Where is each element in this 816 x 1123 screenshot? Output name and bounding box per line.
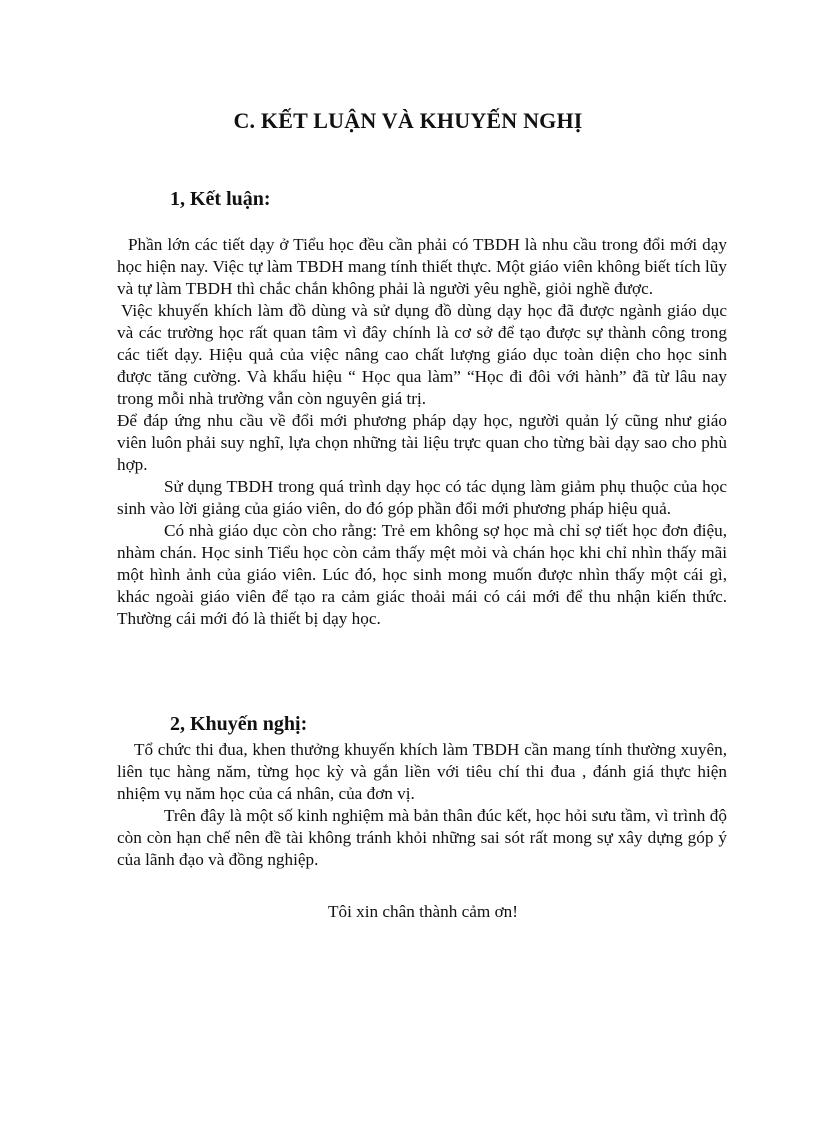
paragraph: Có nhà giáo dục còn cho rằng: Trẻ em không sợ học mà chỉ sợ tiết học đơn điệu, nhàm chán. Học sinh Tiểu học còn cảm thấy mệt mỏi và chán học khi chỉ nhìn thấy mãi một hình ảnh của giáo viên. Lúc đó, học sinh mong muốn được nhìn thấy một cái gì, khác ngoài giáo viên để tạo ra cảm giác thoải mái có cái mới để thu nhận kiến thức. Thường cái mới đó là thiết bị dạy học. <box>117 521 727 628</box>
paragraph: Trên đây là một số kinh nghiệm mà bản thân đúc kết, học hỏi sưu tầm, vì trình độ còn còn hạn chế nên đề tài không tránh khỏi những sai sót rất mong sự xây dựng góp ý của lãnh đạo và đồng nghiệp. <box>117 806 727 869</box>
page-title: C. KẾT LUẬN VÀ KHUYẾN NGHỊ <box>233 108 583 133</box>
section-heading-conclusion: 1, Kết luận: <box>170 188 271 210</box>
paragraph: Việc khuyến khích làm đồ dùng và sử dụng đồ dùng dạy học đã được ngành giáo dục và các trường học rất quan tâm vì đây chính là cơ sở để tạo được sự thành công trong các tiết dạy. Hiệu quả của việc nâng cao chất lượng giáo dục toàn diện cho học sinh được tăng cường. Và khẩu hiệu “ Học qua làm” “Học đi đôi với hành” đã từ lâu nay trong mỗi nhà trường vẫn còn nguyên giá trị. <box>117 301 727 408</box>
paragraph: Phần lớn các tiết dạy ở Tiểu học đều cần phải có TBDH là nhu cầu trong đổi mới dạy học hiện nay. Việc tự làm TBDH mang tính thiết thực. Một giáo viên không biết tích lũy và tự làm TBDH thì chắc chắn không phải là người yêu nghề, giỏi nghề được. <box>117 235 727 298</box>
closing-thanks: Tôi xin chân thành cảm ơn! <box>328 902 518 921</box>
conclusion-body <box>117 234 727 630</box>
paragraph: Tổ chức thi đua, khen thưởng khuyến khích làm TBDH cần mang tính thường xuyên, liên tục hàng năm, từng học kỳ và gắn liền với tiêu chí thi đua , đánh giá thực hiện nhiệm vụ năm học của cá nhân, của đơn vị. <box>117 740 727 803</box>
paragraph: Sử dụng TBDH trong quá trình dạy học có tác dụng làm giảm phụ thuộc của học sinh vào lời giảng của giáo viên, do đó góp phần đổi mới phương pháp hiệu quả. <box>117 477 727 518</box>
section-heading-recommendation: 2, Khuyến nghị: <box>170 713 308 735</box>
paragraph: Để đáp ứng nhu cầu về đổi mới phương pháp dạy học, người quản lý cũng như giáo viên luôn phải suy nghĩ, lựa chọn những tài liệu trực quan cho từng bài dạy sao cho phù hợp. <box>117 411 727 474</box>
recommendation-body <box>117 739 727 871</box>
